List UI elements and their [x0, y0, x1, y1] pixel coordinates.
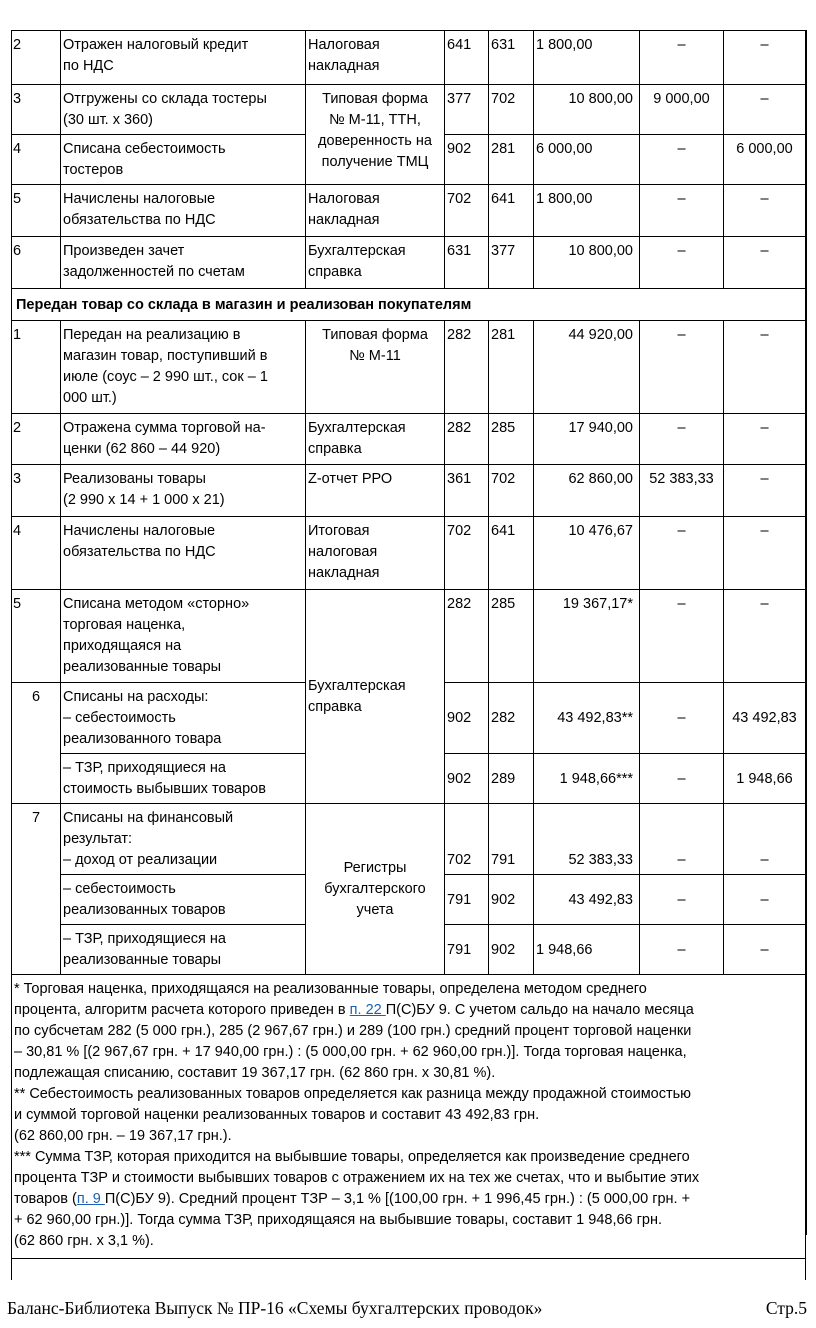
debit-cell: 641 — [445, 31, 489, 85]
row-number: 4 — [12, 517, 61, 590]
amount-cell: 44 920,00 — [534, 321, 640, 414]
table-row — [12, 414, 806, 465]
income-cell: – — [640, 804, 724, 875]
operation-cell: Произведен зачет задолженностей по счетам — [61, 237, 306, 289]
footnote-line: процента ТЗР и стоимости выбывших товаров с отражением их на тех же счетах, что и выбытие этих — [14, 1170, 700, 1186]
footnote-line: (62 860 грн. х 3,1 %). — [14, 1233, 154, 1249]
row-number: 3 — [12, 465, 61, 517]
expense-cell: – — [724, 414, 806, 465]
income-cell: – — [640, 185, 724, 237]
income-cell: – — [640, 754, 724, 804]
debit-cell: 282 — [445, 321, 489, 414]
row-number: 7 — [12, 804, 61, 975]
amount-cell: 10 800,00 — [534, 237, 640, 289]
expense-cell: – — [724, 925, 806, 975]
income-cell: – — [640, 135, 724, 185]
amount-cell: 52 383,33 — [534, 804, 640, 875]
row-number: 2 — [12, 31, 61, 85]
income-cell: 52 383,33 — [640, 465, 724, 517]
credit-cell: 702 — [489, 465, 534, 517]
income-cell: – — [640, 237, 724, 289]
document-cell: Бухгалтерская справка — [306, 237, 445, 289]
table-row — [12, 517, 806, 590]
footnote-line: и суммой торговой наценки реализованных товаров и составит 43 492,83 грн. — [14, 1107, 540, 1123]
credit-cell: 289 — [489, 754, 534, 804]
amount-cell: 10 476,67 — [534, 517, 640, 590]
expense-cell: 43 492,83 — [724, 683, 806, 754]
footnote-line: процента, алгоритм расчета которого приведен в п. 22 П(С)БУ 9. С учетом сальдо на начало месяца — [14, 1002, 694, 1018]
credit-cell: 902 — [489, 875, 534, 925]
credit-cell: 631 — [489, 31, 534, 85]
income-cell: – — [640, 875, 724, 925]
amount-cell: 10 800,00 — [534, 85, 640, 135]
table-row — [12, 590, 806, 683]
debit-cell: 902 — [445, 135, 489, 185]
document-cell: Бухгалтерская справка — [306, 414, 445, 465]
debit-cell: 791 — [445, 925, 489, 975]
credit-cell: 285 — [489, 590, 534, 683]
amount-cell: 1 800,00 — [534, 31, 640, 85]
notes-row — [12, 975, 806, 1259]
expense-cell: – — [724, 85, 806, 135]
income-cell: – — [640, 590, 724, 683]
link-p9[interactable]: п. 9 — [76, 1191, 105, 1207]
expense-cell: 1 948,66 — [724, 754, 806, 804]
amount-cell: 1 948,66*** — [534, 754, 640, 804]
empty-row — [12, 1259, 806, 1281]
operation-cell: Отражена сумма торговой на- ценки (62 860 – 44 920) — [61, 414, 306, 465]
debit-cell: 902 — [445, 754, 489, 804]
credit-cell: 902 — [489, 925, 534, 975]
credit-cell: 791 — [489, 804, 534, 875]
credit-cell: 281 — [489, 135, 534, 185]
expense-cell: – — [724, 321, 806, 414]
expense-cell: – — [724, 465, 806, 517]
operation-cell: Передан на реализацию в магазин товар, поступивший в июле (соус – 2 990 шт., сок – 1 000 шт.) — [61, 321, 306, 414]
debit-cell: 377 — [445, 85, 489, 135]
footnote-line: *** Сумма ТЗР, которая приходится на выбывшие товары, определяется как произведение среднего — [14, 1149, 690, 1165]
document-cell: Z-отчет РРО — [306, 465, 445, 517]
section-header-row — [12, 289, 806, 321]
footnote-line: (62 860,00 грн. – 19 367,17 грн.). — [14, 1128, 232, 1144]
expense-cell: – — [724, 237, 806, 289]
operation-cell: – себестоимость реализованных товаров — [61, 875, 306, 925]
debit-cell: 791 — [445, 875, 489, 925]
blank-cell — [12, 1259, 806, 1281]
operation-cell: – ТЗР, приходящиеся на реализованные товары — [61, 925, 306, 975]
row-number: 5 — [12, 185, 61, 237]
income-cell: – — [640, 925, 724, 975]
operation-cell: Отгружены со склада тостеры (30 шт. х 360) — [61, 85, 306, 135]
amount-cell: 1 800,00 — [534, 185, 640, 237]
operation-cell: – ТЗР, приходящиеся на стоимость выбывших товаров — [61, 754, 306, 804]
operation-cell: Начислены налоговые обязательства по НДС — [61, 517, 306, 590]
income-cell: – — [640, 683, 724, 754]
debit-cell: 361 — [445, 465, 489, 517]
amount-cell: 62 860,00 — [534, 465, 640, 517]
income-cell: 9 000,00 — [640, 85, 724, 135]
operation-cell: Списана себестоимость тостеров — [61, 135, 306, 185]
link-p22[interactable]: п. 22 — [349, 1002, 386, 1018]
footnotes — [12, 975, 806, 1259]
operation-cell: Реализованы товары (2 990 х 14 + 1 000 х 21) — [61, 465, 306, 517]
row-number: 6 — [12, 683, 61, 804]
footer-title: Баланс-Библиотека Выпуск № ПР-16 «Схемы бухгалтерских проводок» — [7, 1298, 543, 1318]
operation-cell: Начислены налоговые обязательства по НДС — [61, 185, 306, 237]
credit-cell: 641 — [489, 185, 534, 237]
income-cell: – — [640, 31, 724, 85]
amount-cell: 43 492,83** — [534, 683, 640, 754]
income-cell: – — [640, 321, 724, 414]
row-number: 6 — [12, 237, 61, 289]
table-row — [12, 237, 806, 289]
footnote-line: ** Себестоимость реализованных товаров определяется как разница между продажной стоимостью — [14, 1086, 692, 1102]
credit-cell: 702 — [489, 85, 534, 135]
row-number: 4 — [12, 135, 61, 185]
expense-cell: – — [724, 590, 806, 683]
operation-cell: Списаны на финансовый результат: – доход от реализации — [61, 804, 306, 875]
amount-cell: 43 492,83 — [534, 875, 640, 925]
table-row — [12, 804, 806, 875]
debit-cell: 702 — [445, 185, 489, 237]
document-cell: Налоговая накладная — [306, 185, 445, 237]
table-row — [12, 31, 806, 85]
footnote-line: товаров (п. 9 П(С)БУ 9). Средний процент ТЗР – 3,1 % [(100,00 грн. + 1 996,45 грн.) : (5 000,00 грн. + — [14, 1191, 691, 1207]
table-row — [12, 185, 806, 237]
table-row — [12, 321, 806, 414]
operation-cell: Отражен налоговый кредит по НДС — [61, 31, 306, 85]
credit-cell: 285 — [489, 414, 534, 465]
debit-cell: 282 — [445, 590, 489, 683]
expense-cell: – — [724, 875, 806, 925]
footnote-line: – 30,81 % [(2 967,67 грн. + 17 940,00 грн.) : (5 000,00 грн. + 62 960,00 грн.)]. Тогда торговая наценка, — [14, 1044, 687, 1060]
expense-cell: – — [724, 185, 806, 237]
footnote-line: подлежащая списанию, составит 19 367,17 грн. (62 860 грн. х 30,81 %). — [14, 1065, 496, 1081]
row-number: 5 — [12, 590, 61, 683]
income-cell: – — [640, 414, 724, 465]
operation-cell: Списаны на расходы: – себестоимость реализованного товара — [61, 683, 306, 754]
expense-cell: – — [724, 31, 806, 85]
credit-cell: 281 — [489, 321, 534, 414]
expense-cell: – — [724, 517, 806, 590]
document-cell: Типовая форма № М-11 — [306, 321, 445, 414]
expense-cell: 6 000,00 — [724, 135, 806, 185]
credit-cell: 377 — [489, 237, 534, 289]
debit-cell: 631 — [445, 237, 489, 289]
accounting-entries-table — [11, 30, 806, 1280]
document-cell: Итоговая налоговая накладная — [306, 517, 445, 590]
table-row — [12, 465, 806, 517]
document-cell: Бухгалтерская справка — [306, 590, 445, 804]
section-title: Передан товар со склада в магазин и реализован покупателям — [12, 289, 806, 321]
document-cell: Налоговая накладная — [306, 31, 445, 85]
debit-cell: 702 — [445, 517, 489, 590]
amount-cell: 6 000,00 — [534, 135, 640, 185]
footnote-line: по субсчетам 282 (5 000 грн.), 285 (2 967,67 грн.) и 289 (100 грн.) средний процент торговой наценки — [14, 1023, 692, 1039]
amount-cell: 17 940,00 — [534, 414, 640, 465]
page-number: Стр.5 — [765, 1298, 807, 1318]
expense-cell: – — [724, 804, 806, 875]
amount-cell: 19 367,17* — [534, 590, 640, 683]
debit-cell: 702 — [445, 804, 489, 875]
debit-cell: 902 — [445, 683, 489, 754]
row-number: 3 — [12, 85, 61, 135]
row-number: 1 — [12, 321, 61, 414]
operation-cell: Списана методом «сторно» торговая наценка, приходящаяся на реализованные товары — [61, 590, 306, 683]
footnote-line: + 62 960,00 грн.)]. Тогда сумма ТЗР, приходящаяся на выбывшие товары, составит 1 948,66 грн. — [14, 1212, 663, 1228]
row-number: 2 — [12, 414, 61, 465]
document-cell: Типовая форма № М-11, ТТН, доверенность на получение ТМЦ — [306, 85, 445, 185]
credit-cell: 641 — [489, 517, 534, 590]
debit-cell: 282 — [445, 414, 489, 465]
footnote-line: * Торговая наценка, приходящаяся на реализованные товары, определена методом среднего — [14, 981, 647, 997]
credit-cell: 282 — [489, 683, 534, 754]
income-cell: – — [640, 517, 724, 590]
table-row — [12, 85, 806, 135]
amount-cell: 1 948,66 — [534, 925, 640, 975]
document-cell: Регистры бухгалтерского учета — [306, 804, 445, 975]
